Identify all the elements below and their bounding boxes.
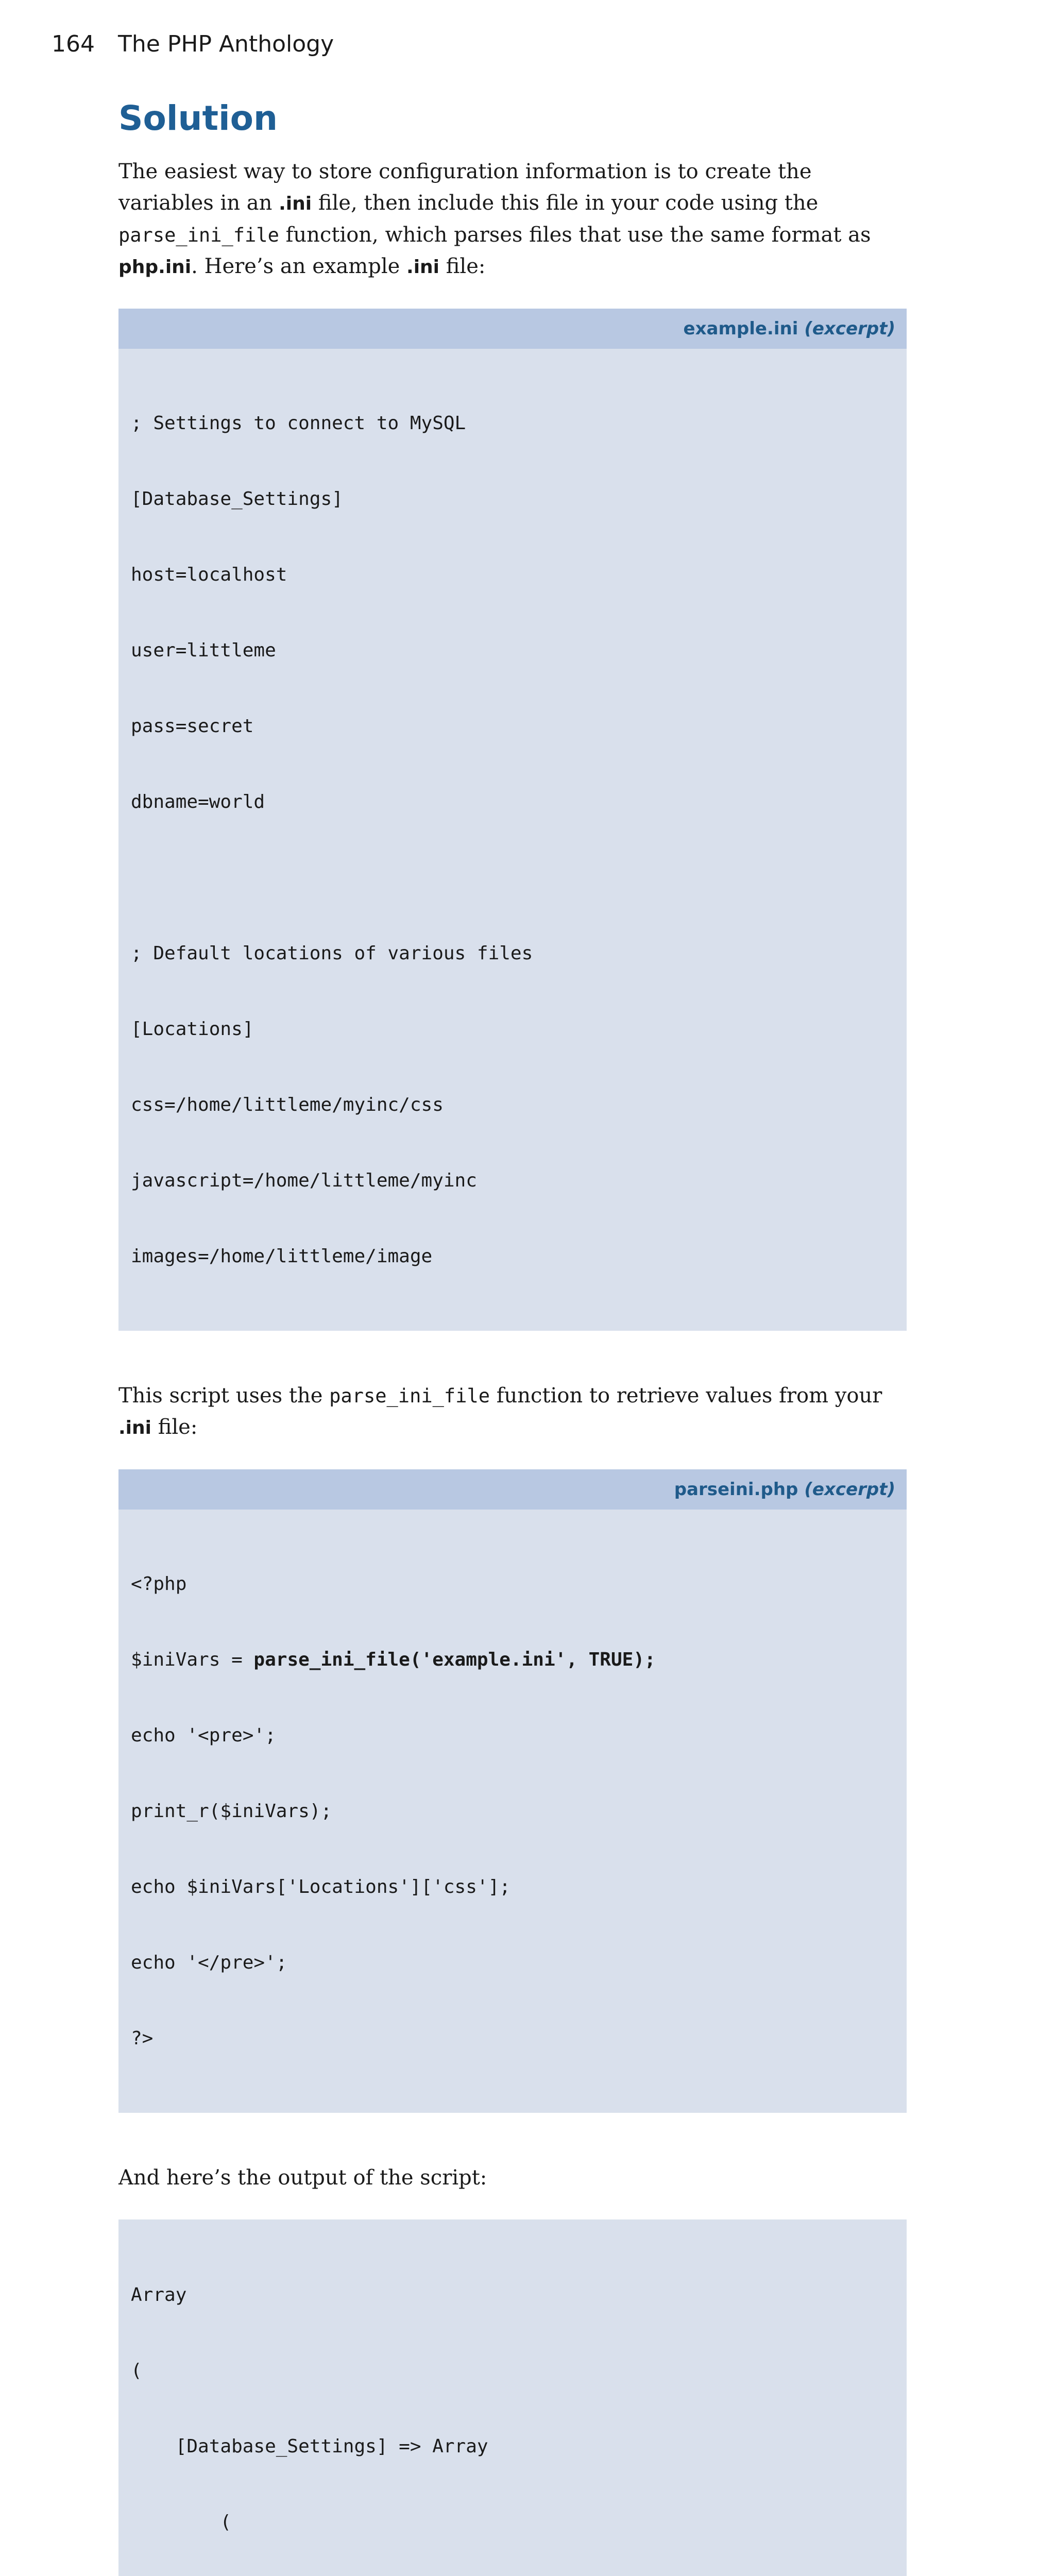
section-title: Solution: [118, 98, 278, 138]
code-line: [Database_Settings] => Array: [131, 2436, 488, 2457]
code-line: ; Settings to connect to MySQL: [131, 413, 466, 434]
intro-text-3: function, which parses files that use the same format as: [279, 223, 871, 247]
code-line: images=/home/littleme/image: [131, 1246, 433, 1267]
code-line: echo '<pre>';: [131, 1725, 276, 1746]
running-title: The PHP Anthology: [118, 31, 334, 57]
code-line: ?>: [131, 2028, 154, 2049]
code-line-highlighted: [131, 1647, 894, 1672]
code-block-header: [118, 1469, 907, 1510]
code-line: <?php: [131, 1573, 187, 1595]
code-filename: example.ini: [683, 318, 798, 339]
intro-text-2: file, then include this file in your code using the: [312, 191, 819, 215]
ini-file-ref: .ini: [279, 193, 312, 214]
code-block-header: [118, 309, 907, 349]
code-body: [118, 349, 907, 1331]
code-line: (: [131, 2360, 142, 2381]
page-content: [118, 95, 907, 2576]
code-line: javascript=/home/littleme/myinc: [131, 1170, 477, 1191]
code-line: echo '</pre>';: [131, 1952, 287, 1973]
code-line: host=localhost: [131, 564, 287, 585]
code-line-bold: parse_ini_file('example.ini', TRUE);: [253, 1649, 656, 1670]
code-line-prefix: $iniVars =: [131, 1649, 254, 1670]
ini-file-ref: .ini: [406, 257, 439, 278]
code-line: [Locations]: [131, 1019, 254, 1040]
code-body: [118, 1510, 907, 2113]
code-line: print_r($iniVars);: [131, 1801, 332, 1822]
code-filename: parseini.php: [674, 1479, 798, 1500]
code-body: [118, 2219, 907, 2576]
example-ini-code-block: [118, 309, 907, 1331]
code-line: dbname=world: [131, 791, 265, 812]
excerpt-label: (excerpt): [804, 318, 895, 339]
output-code-block: [118, 2219, 907, 2576]
ini-file-ref: .ini: [118, 1417, 151, 1438]
code-line: ; Default locations of various files: [131, 943, 533, 964]
code-line: echo $iniVars['Locations']['css'];: [131, 1876, 511, 1897]
script-intro-paragraph: [118, 1380, 907, 1444]
intro-text-1: The easiest way to store configuration information is to create the variables in an: [118, 160, 812, 215]
page-number: 164: [52, 31, 95, 57]
code-line: css=/home/littleme/myinc/css: [131, 1094, 444, 1115]
intro-text-4: . Here’s an example: [191, 255, 407, 278]
output-intro-paragraph: And here’s the output of the script:: [118, 2166, 487, 2190]
middle-text-1: This script uses the: [118, 1384, 330, 1408]
code-line: [131, 865, 894, 890]
parseini-php-code-block: [118, 1469, 907, 2113]
code-line: (: [131, 2512, 232, 2533]
middle-text-2: function to retrieve values from your: [490, 1384, 882, 1408]
code-line: user=littleme: [131, 640, 276, 661]
intro-paragraph: [118, 156, 907, 283]
function-name: parse_ini_file: [329, 1385, 490, 1407]
code-line: [Database_Settings]: [131, 488, 343, 510]
function-name: parse_ini_file: [118, 224, 279, 246]
php-ini-ref: php.ini: [118, 257, 192, 278]
excerpt-label: (excerpt): [804, 1479, 895, 1500]
code-line: Array: [131, 2284, 187, 2306]
code-line: pass=secret: [131, 716, 254, 737]
middle-text-3: file:: [151, 1415, 198, 1439]
intro-text-5: file:: [439, 255, 486, 278]
